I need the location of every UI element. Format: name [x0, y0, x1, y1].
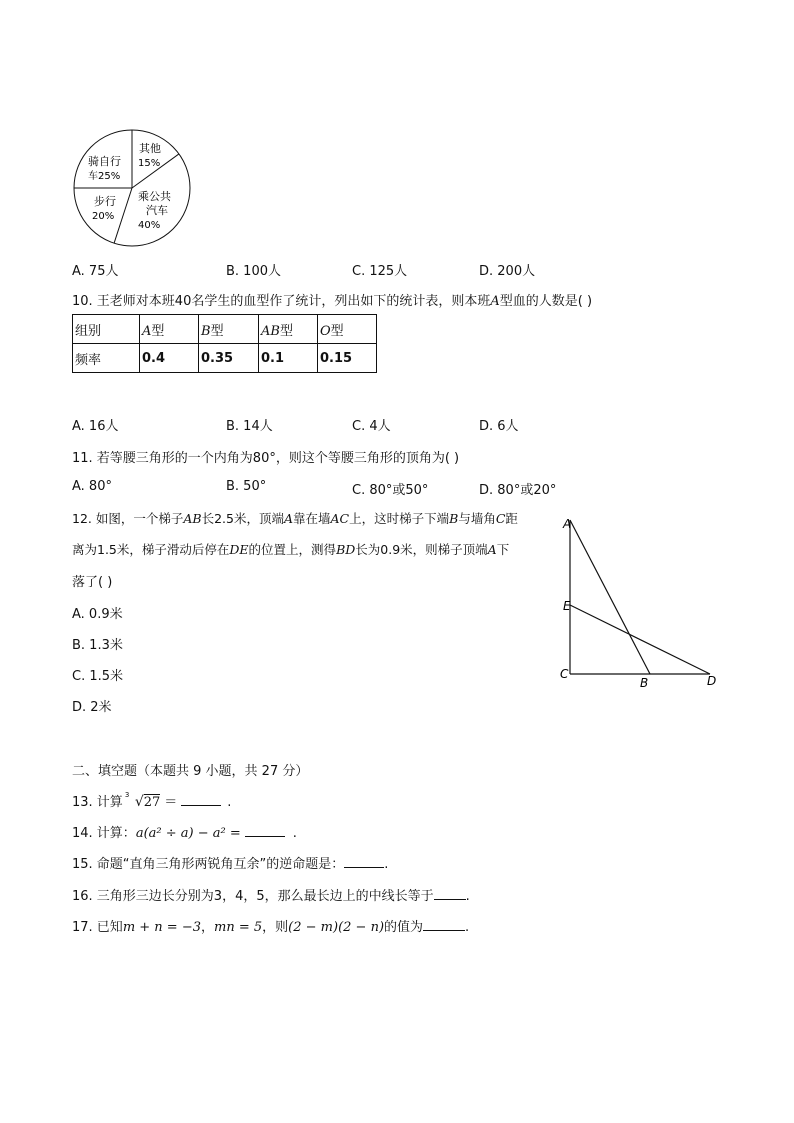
q12-stem-line3: 落了( ): [72, 575, 113, 590]
q12-stem-line1: 12. 如图，一个梯子AB长2.5米，顶端A靠在墙AC上，这时梯子下端B与墙角C距: [72, 511, 518, 526]
label-d: D: [707, 674, 717, 688]
q10-option-d[interactable]: D. 6人: [479, 419, 519, 434]
q14-answer-blank[interactable]: [245, 822, 285, 837]
q9-option-c[interactable]: C. 125人: [352, 264, 408, 279]
q10-stem-var: A: [490, 294, 500, 309]
table-header-o: O型: [318, 315, 377, 344]
table-header-ab: AB型: [259, 315, 318, 344]
pie-label-bus: 乘公共: [138, 190, 171, 203]
pie-label-bike: 骑自行: [88, 155, 121, 168]
q14: 14. 计算：a(a² ÷ a) − a² = .: [72, 822, 297, 841]
q10-stem-post: 型血的人数是( ): [499, 294, 593, 309]
ladder-ab: [570, 520, 650, 674]
q11-option-b[interactable]: B. 50°: [226, 479, 267, 494]
table-row: [73, 344, 377, 373]
q17-answer-blank[interactable]: [423, 916, 465, 931]
q11-option-c[interactable]: C. 80°或50°: [352, 483, 429, 498]
table-cell-ab: 0.1: [259, 344, 318, 373]
table-row-label: 频率: [73, 344, 140, 373]
q16: 16. 三角形三边长分别为3，4，5，那么最长边上的中线长等于 .: [72, 885, 470, 904]
q10-stem: [72, 290, 592, 309]
label-e: E: [563, 599, 571, 613]
q12-stem-line2: 离为1.5米，梯子滑动后停在DE的位置上，测得BD长为0.9米，则梯子顶端A下: [72, 542, 510, 557]
table-header-b: B型: [199, 315, 259, 344]
pie-label-bus-2: 汽车: [146, 204, 168, 217]
q12-option-d[interactable]: D. 2米: [72, 700, 112, 715]
section2-title: 二、填空题（本题共 9 小题，共 27 分）: [72, 764, 309, 779]
q15-answer-blank[interactable]: [344, 853, 384, 868]
q10-option-b[interactable]: B. 14人: [226, 419, 273, 434]
blood-type-table: [72, 314, 377, 373]
q10-option-a[interactable]: A. 16人: [72, 419, 119, 434]
q13: 13. 计算 3 √27 ＝ .: [72, 791, 232, 810]
q16-answer-blank[interactable]: [434, 885, 466, 900]
pie-label-walk: 步行: [94, 195, 116, 208]
label-a: A: [563, 517, 572, 531]
label-b: B: [640, 676, 649, 690]
q13-answer-blank[interactable]: [181, 791, 221, 806]
ladder-ed: [570, 605, 710, 674]
q9-option-b[interactable]: B. 100人: [226, 264, 281, 279]
pie-label-other: 其他: [139, 142, 161, 155]
q10-stem-pre: 10. 王老师对本班40名学生的血型作了统计，列出如下的统计表，则本班: [72, 294, 491, 309]
table-header-group: 组别: [73, 315, 140, 344]
label-c: C: [560, 667, 569, 681]
pie-label-other-pct: 15%: [138, 158, 161, 169]
q12-option-a[interactable]: A. 0.9米: [72, 607, 123, 622]
table-cell-o: 0.15: [318, 344, 377, 373]
table-cell-a: 0.4: [140, 344, 199, 373]
q11-option-d[interactable]: D. 80°或20°: [479, 483, 557, 498]
ladder-figure: [555, 510, 730, 695]
pie-chart: [70, 126, 194, 250]
q17: 17. 已知m + n = −3，mn = 5，则(2 − m)(2 − n)的值为 .: [72, 916, 469, 935]
pie-label-bike-2: 车25%: [88, 171, 121, 182]
q15: 15. 命题“直角三角形两锐角互余”的逆命题是： .: [72, 853, 388, 872]
pie-label-bus-pct: 40%: [138, 220, 161, 231]
table-header-a: A型: [140, 315, 199, 344]
cube-root: 3 √27: [124, 791, 161, 810]
q9-option-a[interactable]: A. 75人: [72, 264, 119, 279]
table-cell-b: 0.35: [199, 344, 259, 373]
q9-option-d[interactable]: D. 200人: [479, 264, 536, 279]
q11-stem: 11. 若等腰三角形的一个内角为80°，则这个等腰三角形的顶角为( ): [72, 451, 460, 466]
table-row: [73, 315, 377, 344]
q11-option-a[interactable]: A. 80°: [72, 479, 112, 494]
pie-label-walk-pct: 20%: [92, 211, 115, 222]
q12-option-c[interactable]: C. 1.5米: [72, 669, 124, 684]
q12-option-b[interactable]: B. 1.3米: [72, 638, 123, 653]
q10-option-c[interactable]: C. 4人: [352, 419, 391, 434]
